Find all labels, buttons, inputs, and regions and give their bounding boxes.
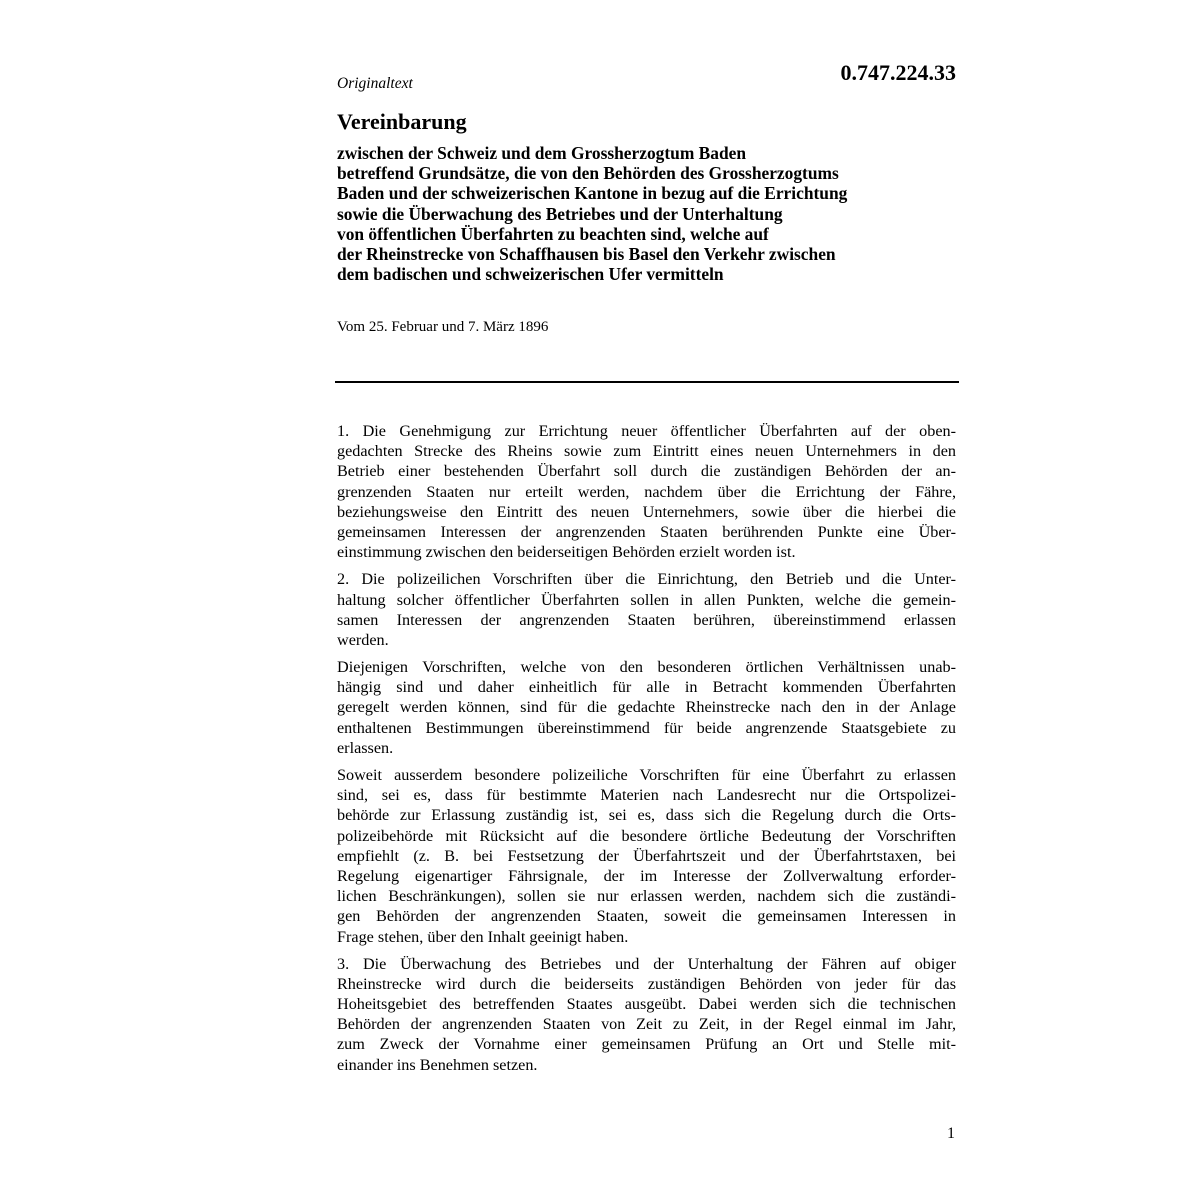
text-line: empfiehlt (z. B. bei Festsetzung der Überfahrtszeit und der Überfahrtstaxen, bei [337, 846, 956, 865]
document-body [337, 421, 956, 1082]
text-line: Regelung eigenartiger Fährsignale, der im Interesse der Zollverwaltung erforder- [337, 866, 956, 885]
text-line: werden. [337, 630, 389, 649]
subtitle-line: zwischen der Schweiz und dem Grossherzogtum Baden [337, 143, 747, 163]
text-line: Betrieb einer bestehenden Überfahrt soll durch die zuständigen Behörden der an- [337, 462, 956, 481]
text-line: Frage stehen, über den Inhalt geeinigt haben. [337, 927, 629, 946]
text-line: 2. Die polizeilichen Vorschriften über die Einrichtung, den Betrieb und die Unter- [337, 570, 956, 589]
original-text-label: Originaltext [337, 75, 413, 92]
text-line: behörde zur Erlassung zuständig ist, sei es, dass sich die Regelung durch die Orts- [337, 806, 956, 825]
sr-number: 0.747.224.33 [840, 60, 956, 85]
text-line: enthaltenen Bestimmungen übereinstimmend für beide angrenzende Staatsgebiete zu [337, 718, 956, 737]
document-subtitle [337, 143, 957, 284]
page-number: 1 [947, 1125, 955, 1142]
subtitle-line: betreffend Grundsätze, die von den Behörden des Grossherzogtums [337, 163, 839, 184]
text-line: lichen Beschränkungen), sollen sie nur erlassen werden, nachdem sich die zuständi- [337, 887, 956, 906]
text-line: einstimmung zwischen den beiderseitigen Behörden erzielt worden ist. [337, 543, 796, 562]
text-line: gen Behörden der angrenzenden Staaten, soweit die gemeinsamen Interessen in [337, 907, 956, 926]
paragraph-2 [337, 569, 956, 650]
text-line: einander ins Benehmen setzen. [337, 1055, 538, 1074]
document-title: Vereinbarung [337, 109, 467, 134]
text-line: geregelt werden können, sind für die gedachte Rheinstrecke nach den in der Anlage [337, 698, 956, 717]
text-line: haltung solcher öffentlicher Überfahrten sollen in allen Punkten, welche die gemein- [337, 590, 956, 609]
paragraph-1 [337, 421, 956, 562]
paragraph-4 [337, 765, 956, 947]
text-line: Behörden der angrenzenden Staaten von Zeit zu Zeit, in der Regel einmal im Jahr, [337, 1015, 956, 1034]
text-line: gedachten Strecke des Rheins sowie zum Eintritt eines neuen Unternehmers in den [337, 442, 956, 461]
text-line: 1. Die Genehmigung zur Errichtung neuer öffentlicher Überfahrten auf der oben- [337, 422, 956, 440]
text-line: Soweit ausserdem besondere polizeiliche Vorschriften für eine Überfahrt zu erlassen [337, 766, 956, 784]
text-line: Diejenigen Vorschriften, welche von den besonderen örtlichen Verhältnissen unab- [337, 658, 956, 677]
text-line: Rheinstrecke wird durch die beiderseits zuständigen Behörden von jeder für das [337, 974, 956, 993]
text-line: beziehungsweise den Eintritt des neuen Unternehmers, sowie über die hierbei die [337, 502, 956, 521]
document-date: Vom 25. Februar und 7. März 1896 [337, 319, 549, 335]
text-line: erlassen. [337, 738, 394, 757]
text-line: sind, sei es, dass für bestimmte Materien nach Landesrecht nur die Ortspolizei- [337, 786, 956, 805]
subtitle-line: dem badischen und schweizerischen Ufer vermitteln [337, 264, 724, 285]
text-line: polizeibehörde mit Rücksicht auf die besondere örtliche Bedeutung der Vorschriften [337, 826, 956, 845]
subtitle-line: der Rheinstrecke von Schaffhausen bis Basel den Verkehr zwischen [337, 244, 836, 265]
text-line: samen Interessen der angrenzenden Staaten berühren, übereinstimmend erlassen [337, 610, 956, 629]
text-line: zum Zweck der Vornahme einer gemeinsamen Prüfung an Ort und Stelle mit- [337, 1035, 956, 1054]
text-line: Hoheitsgebiet des betreffenden Staates ausgeübt. Dabei werden sich die technischen [337, 995, 956, 1014]
text-line: grenzenden Staaten nur erteilt werden, nachdem über die Errichtung der Fähre, [337, 482, 956, 501]
subtitle-line: von öffentlichen Überfahrten zu beachten sind, welche auf [337, 223, 769, 244]
header-divider [335, 381, 959, 383]
text-line: hängig sind und daher einheitlich für alle in Betracht kommenden Überfahrten [337, 678, 956, 697]
paragraph-3 [337, 657, 956, 758]
subtitle-line: sowie die Überwachung des Betriebes und der Unterhaltung [337, 203, 783, 224]
text-line: gemeinsamen Interessen der angrenzenden Staaten berührenden Punkte eine Über- [337, 522, 956, 541]
subtitle-line: Baden und der schweizerischen Kantone in bezug auf die Errichtung [337, 183, 848, 204]
text-line: 3. Die Überwachung des Betriebes und der Unterhaltung der Fähren auf obiger [337, 954, 956, 973]
paragraph-5 [337, 954, 956, 1075]
